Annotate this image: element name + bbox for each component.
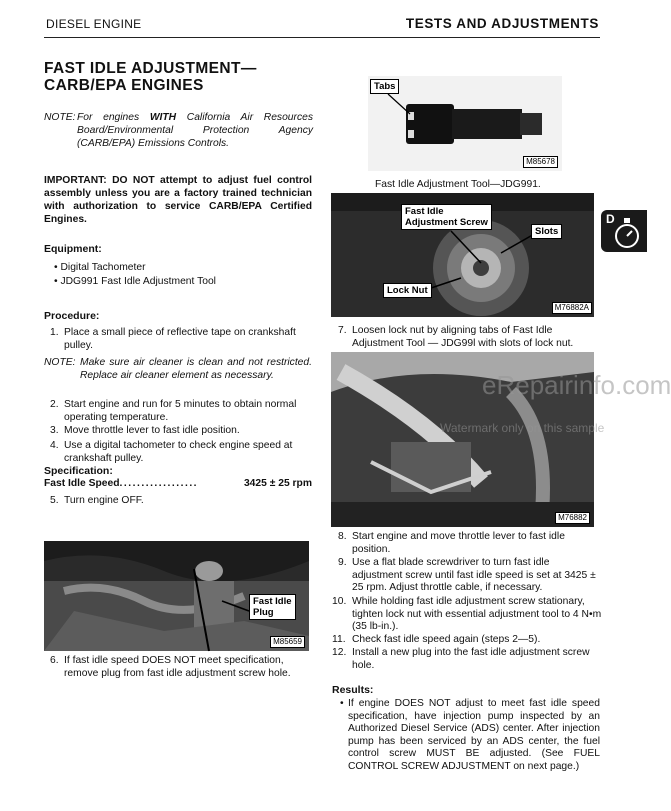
stopwatch-icon [601,210,647,252]
fast-idle-spec: Fast Idle Speed.................. 3425 ± 25 rpm [44,478,312,489]
spec-label: Fast Idle Speed [44,478,120,489]
step-6: 6. If fast idle speed DOES NOT meet specification, remove plug from fast idle adjustment screw hole. [50,655,291,679]
section-title [44,60,257,94]
note-text: For engines WITH California Air Resources Board/Environmental Protection Agency (CARB/EPA) Emissions Controls. [77,112,313,149]
step-2: 2. Start engine and run for 5 minutes to obtain normal operating temperature. [50,399,297,423]
header-left: DIESEL ENGINE [46,17,142,31]
step-7: 7. Loosen lock nut by aligning tabs of Fast Idle Adjustment Tool — JDG99l with slots of lock nut. [338,325,574,349]
watermark-site: eRepairinfo.com [482,370,671,400]
note-label: NOTE: [44,112,76,123]
step-5: 5. Turn engine OFF. [50,495,144,506]
equipment-heading: Equipment: [44,243,102,255]
results-heading: Results: [332,684,374,696]
diesel-section-tab: D [601,210,647,252]
step-10: 10. While holding fast idle adjustment screw stationary, tighten lock nut with essential adjustment tool to 4 N•m (35 lb-in.). [332,596,602,632]
figure-code: M76882 [555,512,590,524]
figure-code: M85659 [270,636,305,648]
fast-idle-plug-photo [44,541,309,651]
figure-code: M76882A [552,302,592,314]
step-8: 8. Start engine and move throttle lever to fast idle position. [338,531,565,555]
specification-heading: Specification: [44,465,113,477]
step-4: 4. Use a digital tachometer to check engine speed at crankshaft pulley. [50,440,293,464]
equipment-item: • Digital Tachometer [54,262,146,273]
slots-label: Slots [531,224,562,239]
fast-idle-plug-label: Fast Idle Plug [249,594,296,620]
header-right: TESTS AND ADJUSTMENTS [405,16,599,31]
header-rule [44,37,600,38]
spec-value: 3425 ± 25 rpm [243,478,312,489]
important-warning: IMPORTANT: DO NOT attempt to adjust fuel control assembly unless you are a factory trained technician with authorization to service CARB/EPA Certified Engines. [44,175,312,225]
equipment-item: • JDG991 Fast Idle Adjustment Tool [54,276,216,287]
step-9: 9. Use a flat blade screwdriver to turn fast idle adjustment screw until fast idle speed is set at 3425 ± 25 rpm. Adjust throttle cable, if necessary. [338,557,596,593]
step-3: 3. Move throttle lever to fast idle position. [50,425,240,436]
carb-note [44,111,312,151]
lock-nut-photo [331,193,594,317]
tabs-label: Tabs [370,79,399,94]
tool-photo [368,76,562,171]
lock-nut-label: Lock Nut [383,283,432,298]
figure-code: M85678 [523,156,558,168]
step-1: 1. Place a small piece of reflective tape on crankshaft pulley. [50,327,296,351]
section-title-line1: FAST IDLE ADJUSTMENT— [44,60,257,77]
adjustment-screw-label: Fast Idle Adjustment Screw [401,204,492,230]
step-12: 12. Install a new plug into the fast idle adjustment screw hole. [332,647,590,671]
section-title-line2: CARB/EPA ENGINES [44,77,204,94]
step-11: 11. Check fast idle speed again (steps 2—5). [332,634,541,645]
tool-caption: Fast Idle Adjustment Tool—JDG991. [375,179,541,190]
procedure-heading: Procedure: [44,310,100,322]
watermark-note: Watermark only on this sample [440,421,605,435]
air-cleaner-note: NOTE: Make sure air cleaner is clean and not restricted. Replace air cleaner element as necessary. [44,357,312,381]
